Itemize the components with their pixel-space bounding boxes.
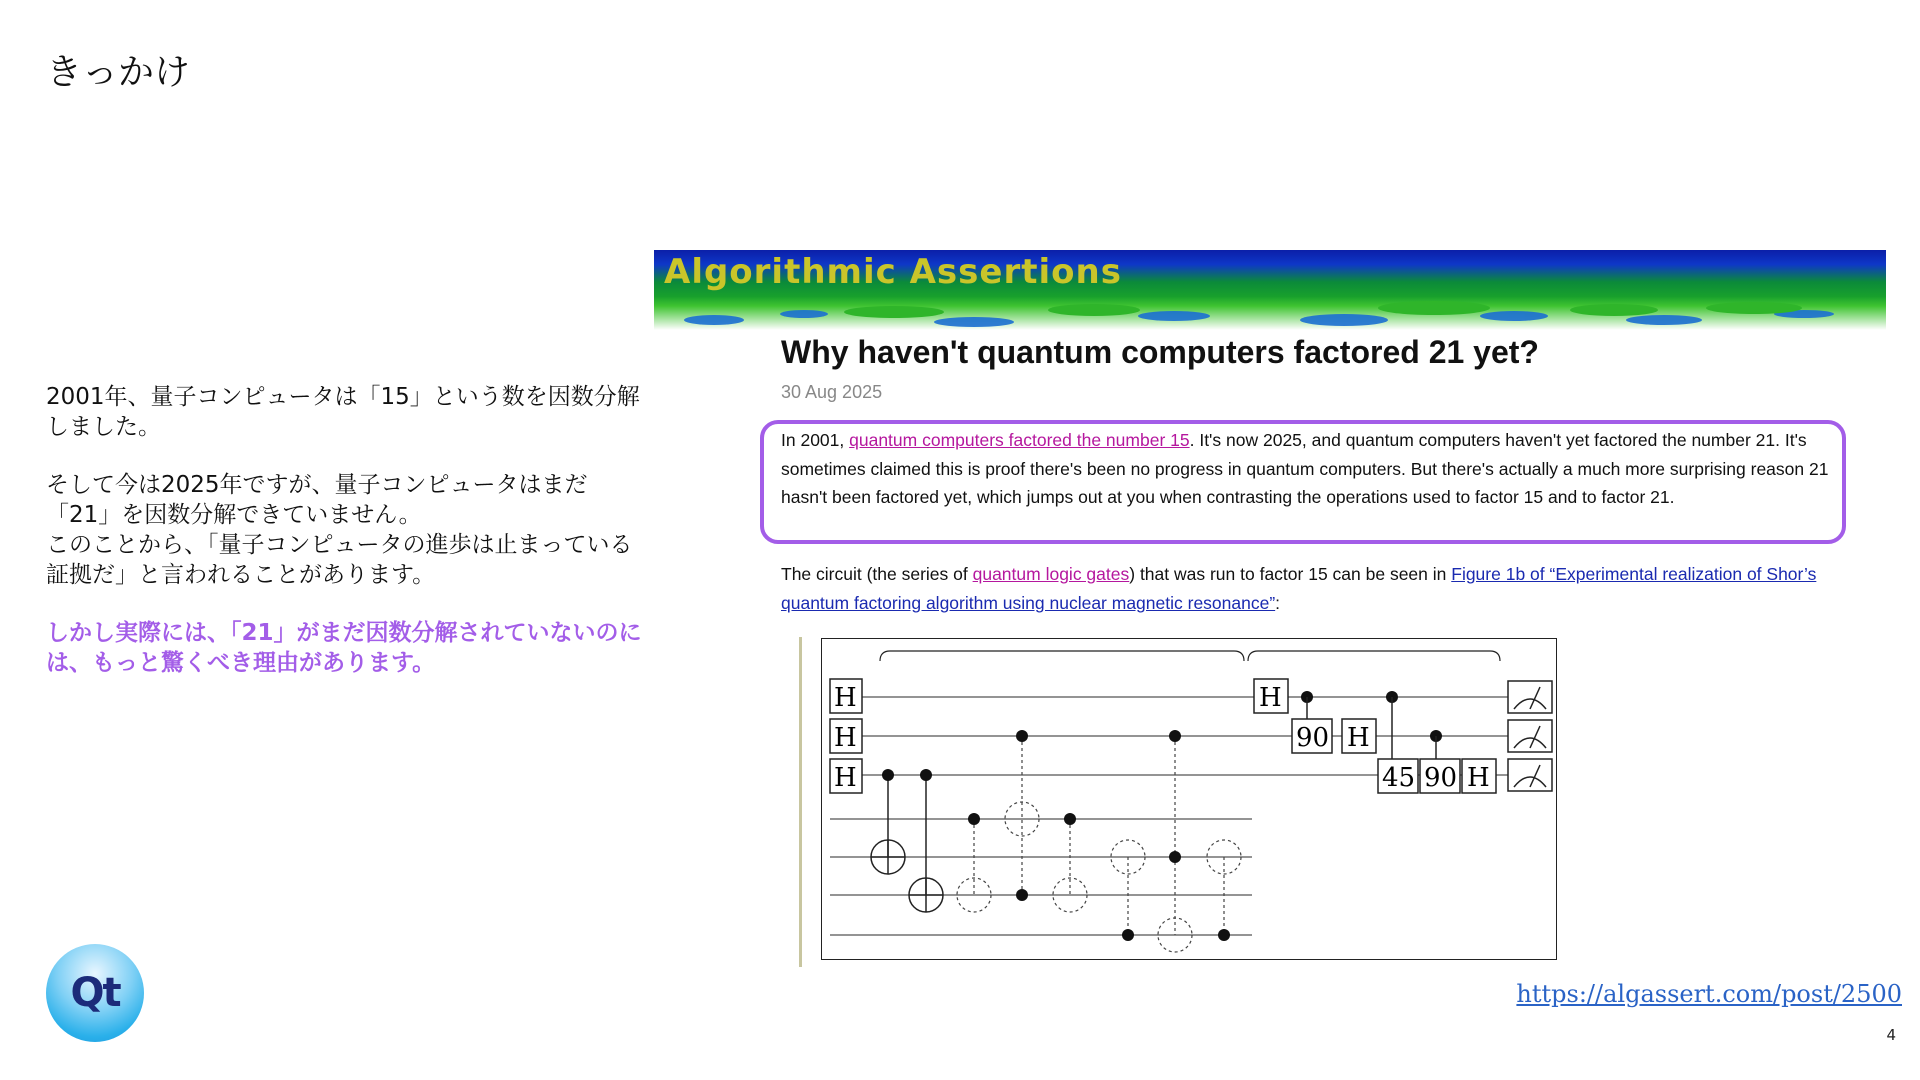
brace-left (880, 651, 1244, 661)
intro-paragraph-1: 2001年、量子コンピュータは「15」という数を因数分解しました。 (46, 384, 640, 440)
highlight-paragraph: しかし実際には、「21」がまだ因数分解されていないのには、もっと驚くべき理由があります。 (46, 620, 642, 676)
link-quantum-logic-gates[interactable]: quantum logic gates (972, 564, 1130, 584)
blog-screenshot (654, 250, 1886, 970)
quantum-circuit-figure (821, 638, 1557, 960)
h-label-5: H (1347, 723, 1370, 753)
gate-45-label: 45 (1382, 763, 1416, 793)
gate-90-a-label: 90 (1296, 723, 1330, 753)
blog-post-date: 30 Aug 2025 (781, 382, 883, 402)
dashed-gates (957, 736, 1241, 952)
qt-logo-text: Qt (70, 970, 120, 1016)
h-label-2: H (834, 723, 857, 753)
link-figure-1b[interactable]: Figure 1b of “Experimental realization of Shor’s quantum factoring algorithm using nuclear magnetic resonance” (781, 564, 1817, 613)
blog-paragraph-1 (781, 426, 1841, 512)
measurement-gates (1508, 681, 1552, 791)
link-factored-15[interactable]: quantum computers factored the number 15 (849, 430, 1190, 450)
qt-logo (46, 944, 144, 1042)
left-text-block (46, 382, 646, 706)
h-label-4: H (1259, 683, 1282, 713)
circuit-diagram (822, 639, 1556, 959)
cnot-gates (871, 775, 943, 912)
para1-suffix: . It's now 2025, and quantum computers haven't yet factored the number 21. It's sometimes claimed this is proof there's been no progress in quantum computers. But there's actually a much more surprising reason 21 hasn't been factored yet, which jumps out at you when contrasting the operations used to factor 15 and to factor 21. (781, 430, 1829, 507)
h-label-6: H (1467, 763, 1490, 793)
para2-suffix: : (1275, 592, 1281, 613)
h-label-3: H (834, 763, 857, 793)
blog-banner (654, 250, 1886, 330)
circuit-wires (830, 697, 1550, 935)
para2-prefix: The circuit (the series of (781, 564, 973, 584)
page-number: 4 (1886, 1026, 1896, 1044)
intro-paragraph-2: そして今は2025年ですが、量子コンピュータはまだ「21」を因数分解できていません。 (46, 472, 588, 528)
blog-banner-title: Algorithmic Assertions (664, 252, 1122, 292)
blog-paragraph-2 (781, 560, 1841, 617)
gate-90-b-label: 90 (1424, 763, 1458, 793)
brace-right (1248, 651, 1500, 661)
para2-middle: ) that was run to factor 15 can be seen in (1129, 564, 1452, 584)
blockquote-bar (799, 637, 802, 967)
intro-paragraph-3: このことから、「量子コンピュータの進歩は止まっている証拠だ」と言われることがあります。 (46, 532, 633, 588)
para1-prefix: In 2001, (781, 430, 850, 450)
blog-post-title: Why haven't quantum computers factored 21 yet? (781, 334, 1539, 370)
h-label-1: H (834, 683, 857, 713)
source-link[interactable]: https://algassert.com/post/2500 (1516, 980, 1902, 1008)
slide-title: きっかけ (46, 52, 191, 93)
